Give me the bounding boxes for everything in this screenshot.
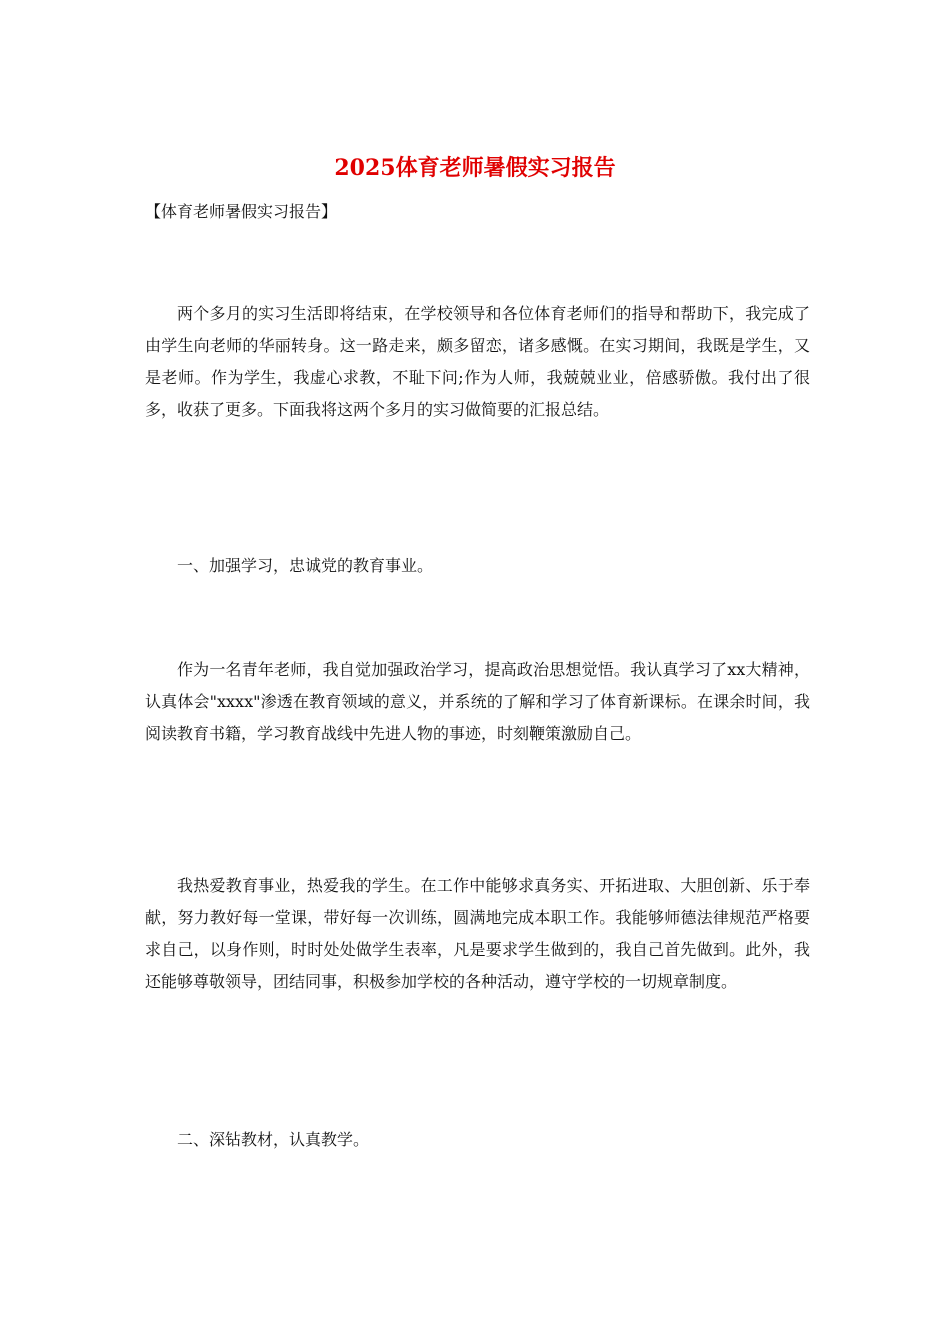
paragraph-dedication: 我热爱教育事业，热爱我的学生。在工作中能够求真务实、开拓进取、大胆创新、乐于奉献，努力教好每一堂课，带好每一次训练，圆满地完成本职工作。我能够师德法律规范严格要求自己，以身作则，时时处处做学生表率，凡是要求学生做到的，我自己首先做到。此外，我还能够尊敬领导，团结同事，积极参加学校的各种活动，遵守学校的一切规章制度。 [145,876,810,991]
document-title: 2025体育老师暑假实习报告 [334,155,616,181]
section-heading-2: 二、深钻教材，认真教学。 [177,1130,370,1149]
section-heading-1: 一、加强学习，忠诚党的教育事业。 [177,556,434,575]
paragraph-intro: 两个多月的实习生活即将结束，在学校领导和各位体育老师们的指导和帮助下，我完成了由学生向老师的华丽转身。这一路走来，颇多留恋，诸多感慨。在实习期间，我既是学生，又是老师。作为学生，我虚心求教，不耻下问;作为人师，我兢兢业业，倍感骄傲。我付出了很多，收获了更多。下面我将这两个多月的实习做简要的汇报总结。 [145,304,810,419]
document-subtitle: 【体育老师暑假实习报告】 [145,202,338,221]
paragraph-study: 作为一名青年老师，我自觉加强政治学习，提高政治思想觉悟。我认真学习了xx大精神，认真体会"xxxx"渗透在教育领域的意义，并系统的了解和学习了体育新课标。在课余时间，我阅读教育书籍，学习教育战线中先进人物的事迹，时刻鞭策激励自己。 [145,660,810,743]
